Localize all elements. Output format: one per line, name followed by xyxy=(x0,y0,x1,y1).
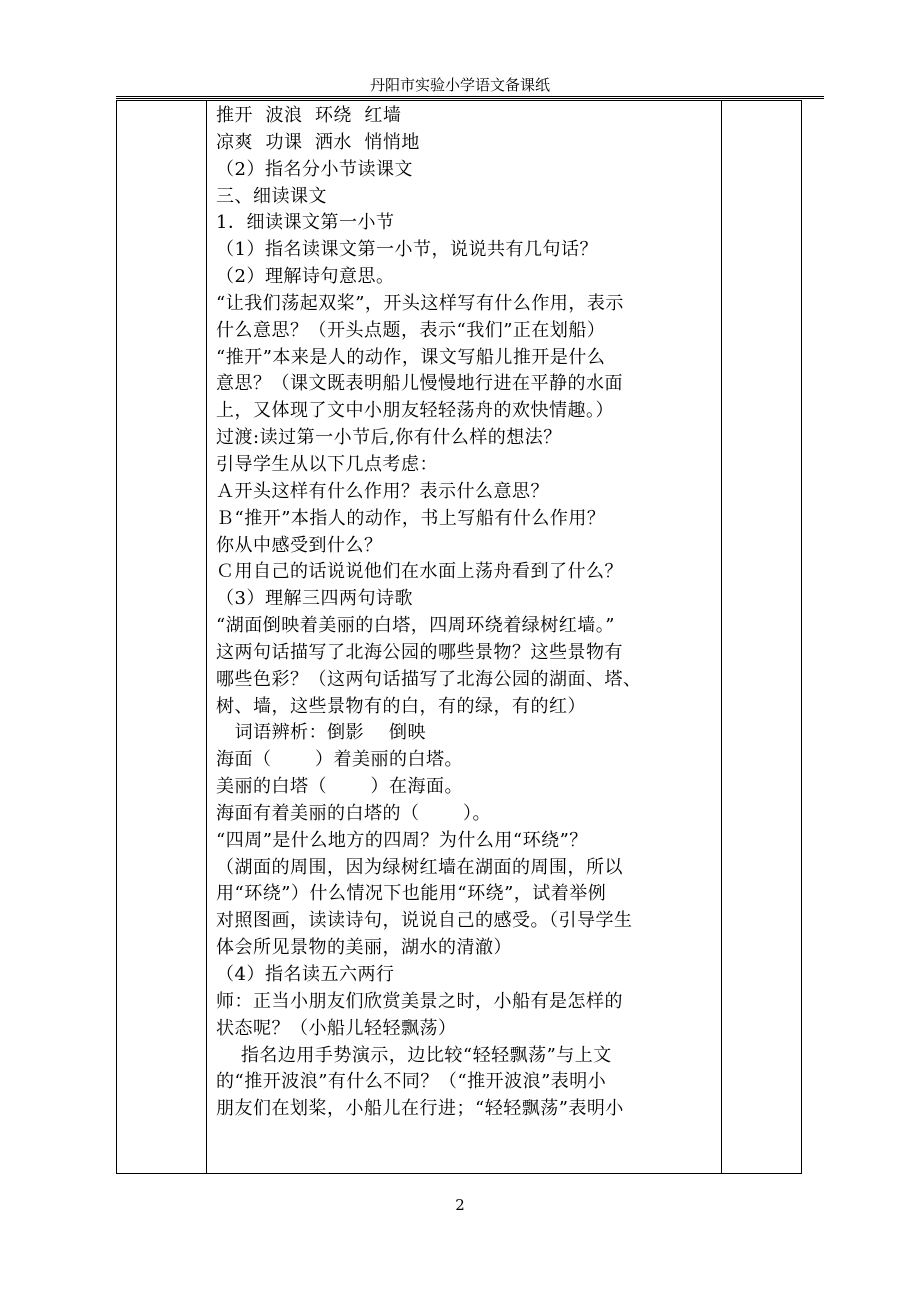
text-line: 词语辨析：倒影 倒映 xyxy=(216,722,427,744)
text-line: 这两句话描写了北海公园的哪些景物？这些景物有 xyxy=(216,641,623,663)
page-number: 2 xyxy=(455,1196,465,1214)
text-line: （湖面的周围，因为绿树红墙在湖面的周围，所以 xyxy=(216,856,623,878)
header-rule xyxy=(116,96,824,99)
text-line: 三、细读课文 xyxy=(216,185,327,207)
text-line: 用“环绕”）什么情况下也能用“环绕”，试着举例 xyxy=(216,883,607,905)
text-line: 树、墙，这些景物有的白，有的绿，有的红） xyxy=(216,695,586,717)
text-line: 你从中感受到什么？ xyxy=(216,534,383,556)
left-column xyxy=(117,101,207,1173)
text-line: “四周”是什么地方的四周？为什么用“环绕”？ xyxy=(216,829,588,851)
page-header: 丹阳市实验小学语文备课纸 xyxy=(369,76,550,94)
content-lines xyxy=(216,103,716,1123)
text-line: 凉爽 功课 洒水 悄悄地 xyxy=(216,131,420,153)
text-line: 指名边用手势演示，边比较“轻轻飘荡”与上文 xyxy=(216,1044,612,1066)
text-line: 海面有着美丽的白塔的（ ）。 xyxy=(216,802,492,824)
text-line: 对照图画，读读诗句，说说自己的感受。（引导学生 xyxy=(216,910,633,932)
text-line: 引导学生从以下几点考虑： xyxy=(216,453,438,475)
text-line: （2）理解诗句意思。 xyxy=(216,266,395,288)
lesson-plan-table xyxy=(116,100,802,1174)
right-column xyxy=(721,101,801,1173)
text-line: 意思？（课文既表明船儿慢慢地行进在平静的水面 xyxy=(216,373,623,395)
text-line: 师：正当小朋友们欣赏美景之时，小船有是怎样的 xyxy=(216,990,623,1012)
text-line: （2）指名分小节读课文 xyxy=(216,158,413,180)
text-line: Ｂ“推开”本指人的动作，书上写船有什么作用？ xyxy=(216,507,606,529)
text-line: （3）理解三四两句诗歌 xyxy=(216,588,413,610)
text-line: 美丽的白塔（ ）在海面。 xyxy=(216,776,464,798)
text-line: （1）指名读课文第一小节，说说共有几句话？ xyxy=(216,239,598,261)
text-line: 海面（ ）着美丽的白塔。 xyxy=(216,749,464,771)
text-line: 什么意思？（开头点题，表示“我们”正在划船） xyxy=(216,319,606,341)
text-line: 体会所见景物的美丽，湖水的清澈） xyxy=(216,937,512,959)
text-line: 过渡:读过第一小节后,你有什么样的想法？ xyxy=(216,427,562,449)
text-line: Ａ开头这样有什么作用？表示什么意思？ xyxy=(216,480,549,502)
text-line: 推开 波浪 环绕 红墙 xyxy=(216,105,402,126)
text-line: 哪些色彩？（这两句话描写了北海公园的湖面、塔、 xyxy=(216,668,642,690)
text-line: “让我们荡起双桨”，开头这样写有什么作用，表示 xyxy=(216,292,624,314)
text-line: 朋友们在划桨，小船儿在行进；“轻轻飘荡”表明小 xyxy=(216,1098,624,1120)
text-line: 上，又体现了文中小朋友轻轻荡舟的欢快情趣。） xyxy=(216,400,614,422)
text-line: 状态呢？（小船儿轻轻飘荡） xyxy=(216,1017,457,1039)
text-line: （4）指名读五六两行 xyxy=(216,964,395,985)
text-line: “湖面倒映着美丽的白塔，四周环绕着绿树红墙。” xyxy=(216,615,615,637)
text-line: 1．细读课文第一小节 xyxy=(216,212,395,234)
text-line: Ｃ用自己的话说说他们在水面上荡舟看到了什么？ xyxy=(216,561,623,583)
content-column xyxy=(207,101,722,1173)
text-line: 的“推开波浪”有什么不同？（“推开波浪”表明小 xyxy=(216,1071,607,1093)
text-line: “推开”本来是人的动作，课文写船儿推开是什么 xyxy=(216,346,606,368)
